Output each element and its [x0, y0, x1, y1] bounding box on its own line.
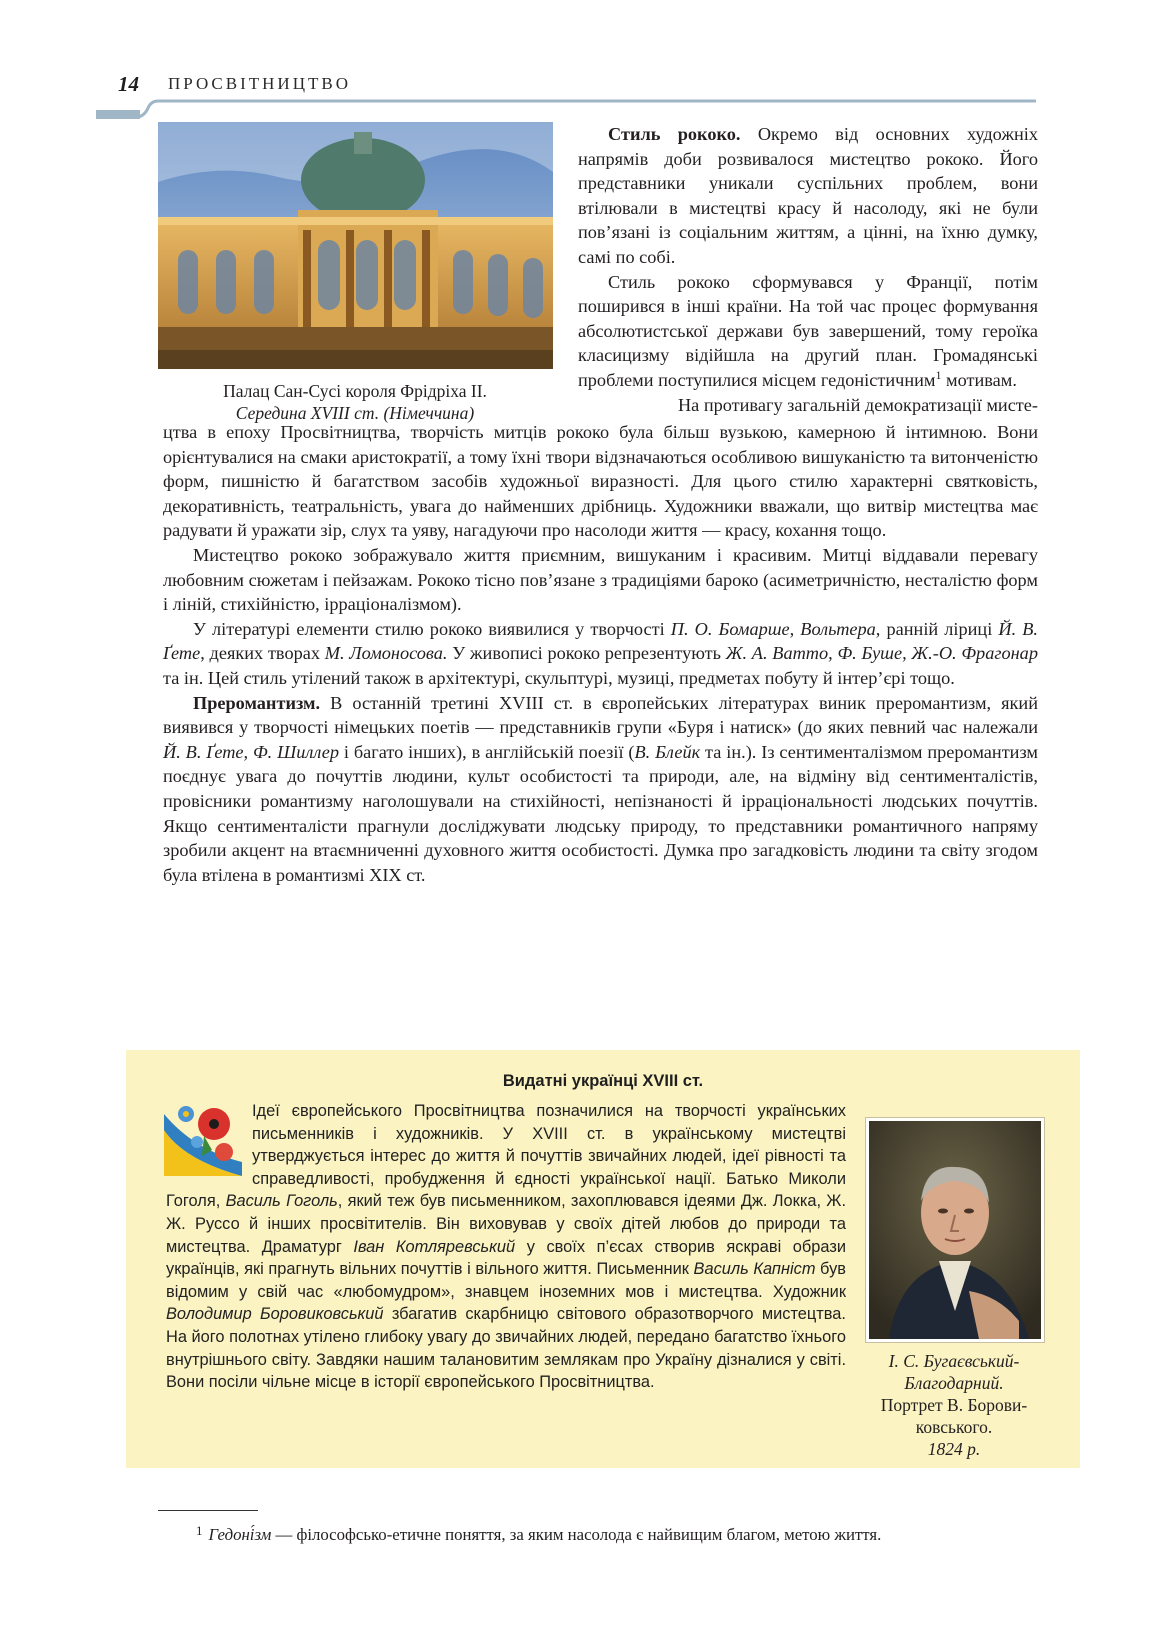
paragraph-rococo-origin — [578, 270, 1038, 393]
person-name: Василь Гоголь — [225, 1192, 338, 1211]
portrait-title-line1: Портрет В. Борови- — [880, 1395, 1028, 1415]
author-names: П. О. Бомарше, Вольтера, — [670, 618, 881, 639]
paragraph-rococo-life: Мистецтво рококо зображувало життя приємним, вишуканим і красивим. Митці віддавали перевагу любовним сюжетам і пейзажам. Рококо тісно пов’язане з традиціями бароко (асиметричністю, несталістю форм і ліній, стихійністю, ірраціоналізмом). — [163, 544, 1038, 615]
portrait-title-line2: ковського. — [915, 1417, 993, 1437]
right-column-text — [578, 122, 1038, 417]
paragraph-text: мотивам. — [941, 369, 1017, 390]
section-heading-preromanticism: Преромантизм. — [193, 692, 321, 713]
footnote-marker: 1 — [935, 367, 942, 382]
author-names: Ж. А. Ватто, Ф. Буше, Ж.-О. Фрагонар — [725, 643, 1038, 664]
footnote-definition: — філософсько-етичне поняття, за яким насолода є найвищим благом, метою життя. — [271, 1525, 882, 1544]
header-rule — [96, 98, 1036, 120]
section-heading-rococo: Стиль рококо. — [608, 124, 741, 144]
running-title: ПРОСВІТНИЦТВО — [168, 74, 351, 93]
portrait-caption — [852, 1350, 1056, 1460]
paragraph-text: У літературі елементи стилю рококо виявилися у творчості — [193, 618, 671, 639]
person-name: Василь Капніст — [693, 1260, 816, 1279]
sidebar-text-segment: , який теж був письменником, захоплювався ідеями Дж. Локка, Ж. Ж. Руссо й інших просвітителів. Він виховував у своїх дітей любов до природи та мистецтва. Драматург — [166, 1192, 846, 1256]
author-names: Й. В. Ґете, Ф. Шиллер — [163, 741, 339, 762]
author-names: М. Ломоносова. — [324, 643, 448, 664]
paragraph-text: і багато інших), в англійській поезії ( — [339, 741, 635, 762]
portrait-artist-line2: Благодарний. — [904, 1373, 1004, 1393]
portrait-year: 1824 р. — [927, 1439, 981, 1459]
paragraph-text: В останній третині XVIII ст. в європейських літературах виник преромантизм, який виявився у творчості німецьких поетів — представників групи «Буря і натиск» (до яких певний час належали — [163, 692, 1038, 738]
paragraph-text: У живописі рококо репрезентують — [447, 643, 726, 664]
paragraph-text: ранній ліриці — [880, 618, 999, 639]
sidebar-text-segment: Ідеї європейського Просвітництва позначилися на творчості українських письменників і художників. У XVIII ст. в українському мистецтві утверджується інтерес до життя й почуттів звичайних людей, ідеї рівності та справедливості, пробудження й єдності української нації. Батько Миколи Гоголя, — [166, 1102, 846, 1211]
portrait-artist-line1: І. С. Бугаєвський- — [888, 1351, 1020, 1371]
photo-caption-title: Палац Сан-Сусі короля Фрідріха ІІ. — [223, 381, 487, 401]
borovykovsky-portrait — [866, 1118, 1044, 1342]
paragraph-text: та ін.). Із сентименталізмом преромантизм поєднує увага до почуттів людини, культ особистості та природи, але, на відміну від сентименталістів, провісники романтизму наголошували на стихійності, непізнаності й ірраціональності людських почуттів. Якщо сентименталісти прагнули досліджувати людську природу, то представники романтичного напряму зробили акцент на втаємниченні духовного життя особистості. Думка про загадковість людини та світу згодом була втілена в романтизмі XIX ст. — [163, 741, 1038, 885]
photo-caption-date: Середина XVIII ст. (Німеччина) — [235, 403, 475, 423]
sidebar-title: Видатні українці XVIII ст. — [502, 1072, 704, 1090]
person-name: Володимир Боровиковський — [166, 1305, 384, 1324]
author-names: Й. В. Ґете — [163, 618, 1038, 664]
sanssouci-palace-photo — [158, 122, 553, 369]
paragraph-text: та ін. Цей стиль утілений також в архітектурі, скульптурі, музиці, предметах побуту й інтер’єрі тощо. — [163, 667, 955, 688]
person-name: Іван Котляревський — [353, 1237, 516, 1256]
paragraph-rococo-intro — [578, 122, 1038, 270]
sidebar-text-segment: збагатив скарбницю світового образотворчого мистецтва. На його полотнах утілено глибоку увагу до звичайних людей, передано багатство їхнього внутрішнього світу. Завдяки нашим талановитим землякам про Україну дізналися у світі. Вони посіли чільне місце в історії європейського Просвітництва. — [166, 1305, 846, 1392]
page-number: 14 — [118, 72, 139, 96]
icon-spacer — [166, 1100, 252, 1176]
sidebar-text-segment: у своїх п’єсах створив яскраві образи українців, які прагнуть вільних почуттів і вільного життя. Письменник — [166, 1237, 847, 1279]
paragraph-text: Стиль рококо сформувався у Франції, потім поширився в інші країни. На той час процес формування абсолютистської держави був завершений, тому героїка класицизму відійшла на другий план. Громадянські проблеми поступилися місцем гедоністичним — [578, 271, 1038, 390]
footnote — [196, 1524, 1056, 1546]
sidebar-paragraph — [166, 1100, 846, 1394]
paragraph-rococo-literature — [163, 617, 1038, 691]
author-names: В. Блейк — [634, 741, 701, 762]
sidebar-box — [126, 1050, 1080, 1468]
footnote-term: Гедоні́зм — [208, 1525, 272, 1544]
footnote-rule — [158, 1510, 258, 1511]
paragraph-text: , деяких творах — [200, 643, 325, 664]
paragraph-preromanticism — [163, 691, 1038, 888]
paragraph-contrast-start: На противагу загальній демократизації мисте- — [677, 394, 1038, 415]
footnote-number: 1 — [196, 1523, 203, 1538]
paragraph-contrast-rest: цтва в епоху Просвітництва, творчість митців рококо була більш вузькою, камерною й інтимною. Вони орієнтувалися на смаки аристократії, а тому їхні твори відзначаються особливою вишуканістю та витонченістю форм, пишністю й багатством засобів художньої виразності. Для цього стилю характерні святковість, декоративність, театральність, увага до найменших дрібниць. Художники вважали, що витвір мистецтва має радувати й уражати зір, слух та уяву, нагадуючи про насолоди життя — красу, кохання тощо. — [163, 422, 1038, 541]
paragraph-text: Окремо від основних художніх напрямів доби розвивалося мистецтво рококо. Його представники уникали суспільних проблем, вони втілювали в мистецтві красу й насолоду, які не були пов’язані із соціальним життям, а цінні, на їхню думку, самі по собі. — [578, 124, 1038, 267]
full-width-text — [163, 420, 1038, 887]
photo-caption — [180, 380, 530, 424]
sidebar-text-segment: був відомим у свій час «любомудром», знавцем іноземних мов і мистецтва. Художник — [166, 1260, 846, 1301]
